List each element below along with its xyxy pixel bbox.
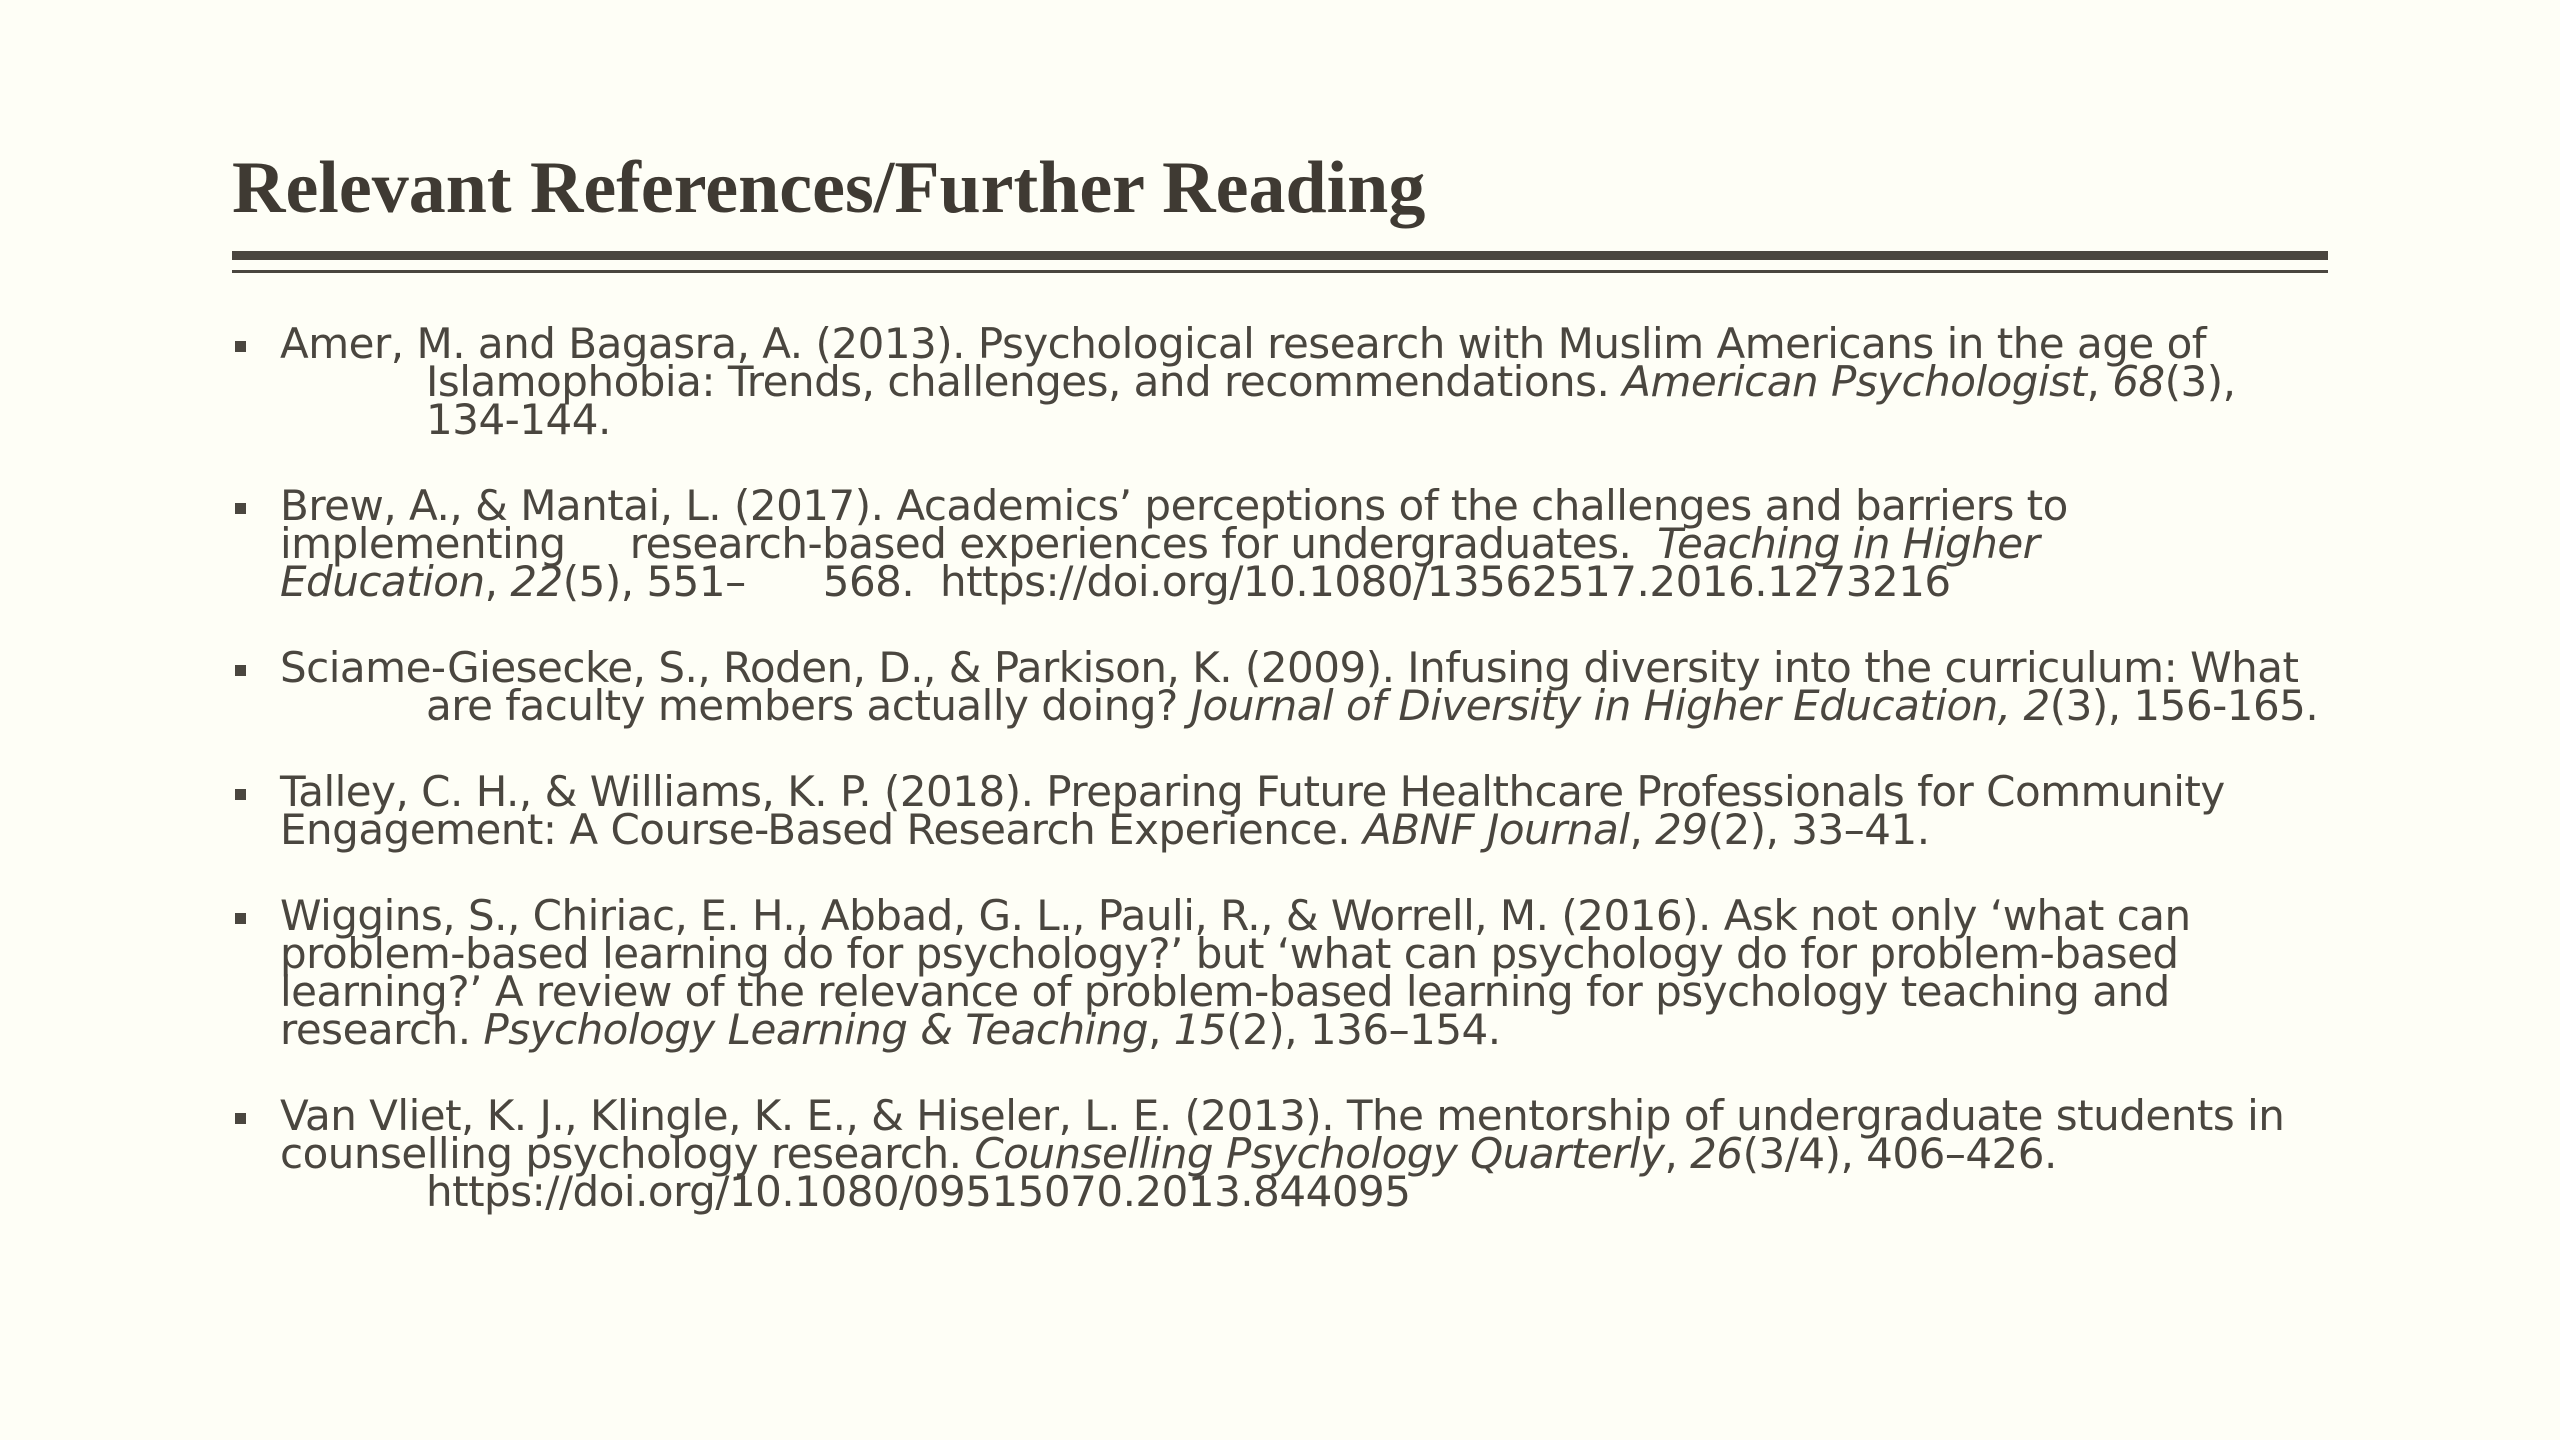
volume-number: 22	[510, 557, 563, 606]
reference-item	[232, 1091, 2342, 1216]
reference-line	[280, 395, 2342, 444]
ref-text: learning?’ A review of the relevance of problem-based learning for psychology teaching and	[280, 967, 2170, 1016]
volume-number: 15	[1173, 1005, 1227, 1054]
ref-text: counselling psychology research.	[280, 1129, 975, 1178]
journal-title: ABNF Journal	[1362, 805, 1630, 854]
ref-text: Amer, M. and Bagasra, A. (2013). Psychological research with Muslim Americans in the age of	[280, 319, 2207, 368]
ref-text: Engagement: A Course-Based Research Experience.	[280, 805, 1363, 854]
reference-item	[232, 481, 2342, 606]
reference-line	[280, 681, 2342, 730]
reference-item	[232, 767, 2342, 854]
ref-text: problem-based learning do for psychology?’ but ‘what can psychology do for problem-based	[280, 929, 2179, 978]
bullet-icon	[235, 665, 246, 676]
bullet-icon	[235, 1113, 246, 1124]
volume-number: 2	[2023, 681, 2050, 730]
volume-number: 68	[2112, 357, 2165, 406]
reference-item	[232, 643, 2342, 730]
ref-text: are faculty members actually doing?	[426, 681, 1191, 730]
journal-title: Counselling Psychology Quarterly	[974, 1129, 1665, 1178]
reference-item	[232, 891, 2342, 1054]
reference-line	[280, 1167, 2342, 1216]
ref-text: ,	[1664, 1129, 1691, 1178]
ref-text: Brew, A., & Mantai, L. (2017). Academics’ perceptions of the challenges and barriers to	[280, 481, 2068, 530]
ref-text: Sciame-Giesecke, S., Roden, D., & Parkison, K. (2009). Infusing diversity into the curriculum: What	[280, 643, 2299, 692]
reference-line	[280, 557, 2342, 606]
ref-text: ,	[1629, 805, 1656, 854]
ref-text: Talley, C. H., & Williams, K. P. (2018). Preparing Future Healthcare Professionals for Community	[280, 767, 2225, 816]
ref-text: Van Vliet, K. J., Klingle, K. E., & Hiseler, L. E. (2013). The mentorship of undergraduate students in	[280, 1091, 2285, 1140]
title-rule-thin	[232, 270, 2328, 273]
reference-list	[232, 319, 2342, 1259]
ref-text: 134-144.	[426, 395, 611, 444]
ref-text: implementing research-based experiences for undergraduates.	[280, 519, 1658, 568]
ref-text: (5), 551– 568. https://doi.org/10.1080/13562517.2016.1273216	[562, 557, 1951, 606]
ref-text: (2), 136–154.	[1226, 1005, 1501, 1054]
bullet-icon	[235, 789, 246, 800]
journal-title: Education	[280, 557, 485, 606]
ref-text: research.	[280, 1005, 484, 1054]
bullet-icon	[235, 913, 246, 924]
ref-text: (3/4), 406–426.	[1742, 1129, 2057, 1178]
bullet-icon	[235, 503, 246, 514]
ref-text: ,	[484, 557, 511, 606]
journal-title: American Psychologist	[1622, 357, 2087, 406]
volume-number: 26	[1690, 1129, 1743, 1178]
slide-title: Relevant References/Further Reading	[232, 147, 1426, 229]
ref-text: ,	[1148, 1005, 1174, 1054]
reference-item	[232, 319, 2342, 444]
journal-title: Psychology Learning & Teaching	[483, 1005, 1149, 1054]
journal-title: Journal of Diversity in Higher Education,	[1190, 681, 2024, 730]
ref-text: (2), 33–41.	[1707, 805, 1930, 854]
title-rule-thick	[232, 251, 2328, 260]
ref-text: ,	[2086, 357, 2113, 406]
bullet-icon	[235, 341, 246, 352]
ref-text: (3),	[2164, 357, 2236, 406]
reference-line	[280, 1005, 2342, 1054]
ref-text: https://doi.org/10.1080/09515070.2013.844095	[426, 1167, 1411, 1216]
journal-title: Teaching in Higher	[1657, 519, 2040, 568]
ref-text: Wiggins, S., Chiriac, E. H., Abbad, G. L., Pauli, R., & Worrell, M. (2016). Ask not only ‘what can	[280, 891, 2191, 940]
reference-line	[280, 805, 2342, 854]
ref-text: (3), 156-165.	[2049, 681, 2319, 730]
volume-number: 29	[1655, 805, 1708, 854]
ref-text: Islamophobia: Trends, challenges, and recommendations.	[426, 357, 1623, 406]
